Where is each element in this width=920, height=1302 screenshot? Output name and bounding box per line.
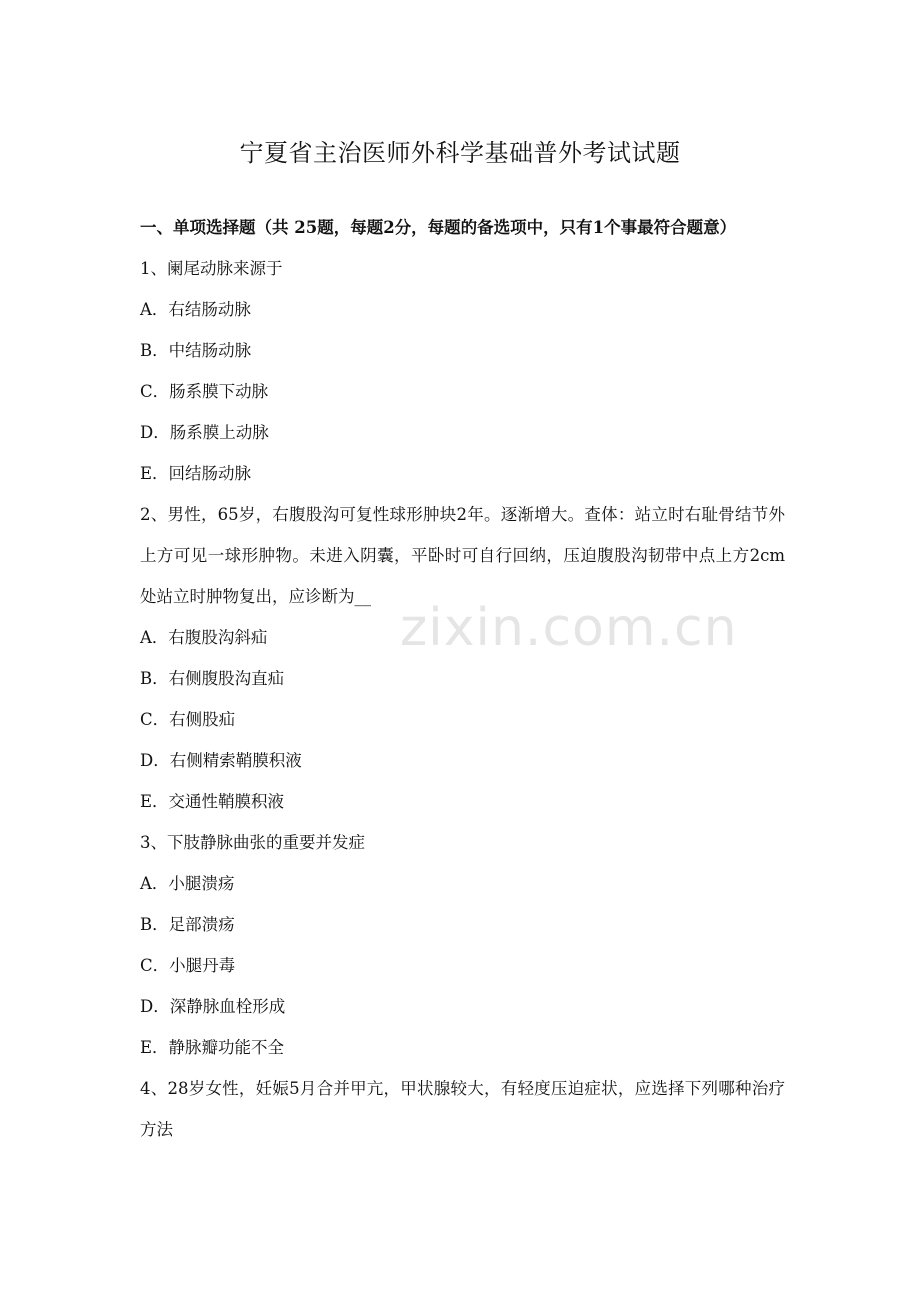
question-4 [140,1068,785,1150]
question-2 [140,494,785,822]
option-a: A．右腹股沟斜疝 [140,628,268,647]
document-title: 宁夏省主治医师外科学基础普外考试试题 [239,139,681,167]
watermark-text: zixin.com.cn [400,598,738,658]
question-stem: 3、下肢静脉曲张的重要并发症 [140,833,365,852]
question-stem: 1、阑尾动脉来源于 [140,259,283,278]
section-heading: 一、单项选择题（共 25题，每题2分，每题的备选项中，只有1个事最符合题意） [140,218,737,237]
option-c: C．右侧股疝 [140,710,236,729]
option-a: A．小腿溃疡 [140,874,235,893]
option-e: E．静脉瓣功能不全 [140,1038,285,1057]
option-e: E．回结肠动脉 [140,464,252,483]
option-a: A．右结肠动脉 [140,300,251,319]
option-c: C．小腿丹毒 [140,956,236,975]
option-d: D．右侧精索鞘膜积液 [140,751,302,770]
question-1 [140,248,785,494]
document-body [140,207,785,1150]
option-e: E．交通性鞘膜积液 [140,792,285,811]
option-b: B．中结肠动脉 [140,341,252,360]
option-b: B．足部溃疡 [140,915,235,934]
question-3 [140,822,785,1068]
question-stem: 2、男性，65岁，右腹股沟可复性球形肿块2年。逐渐增大。查体：站立时右耻骨结节外上方可见一球形肿物。未进入阴囊，平卧时可自行回纳，压迫腹股沟韧带中点上方2cm处站立时肿物复出，应诊断为__ [140,505,785,606]
option-b: B．右侧腹股沟直疝 [140,669,285,688]
option-d: D．深静脉血栓形成 [140,997,286,1016]
option-d: D．肠系膜上动脉 [140,423,269,442]
option-c: C．肠系膜下动脉 [140,382,269,401]
question-stem: 4、28岁女性，妊娠5月合并甲亢，甲状腺较大，有轻度压迫症状，应选择下列哪种治疗方法 [140,1079,785,1139]
